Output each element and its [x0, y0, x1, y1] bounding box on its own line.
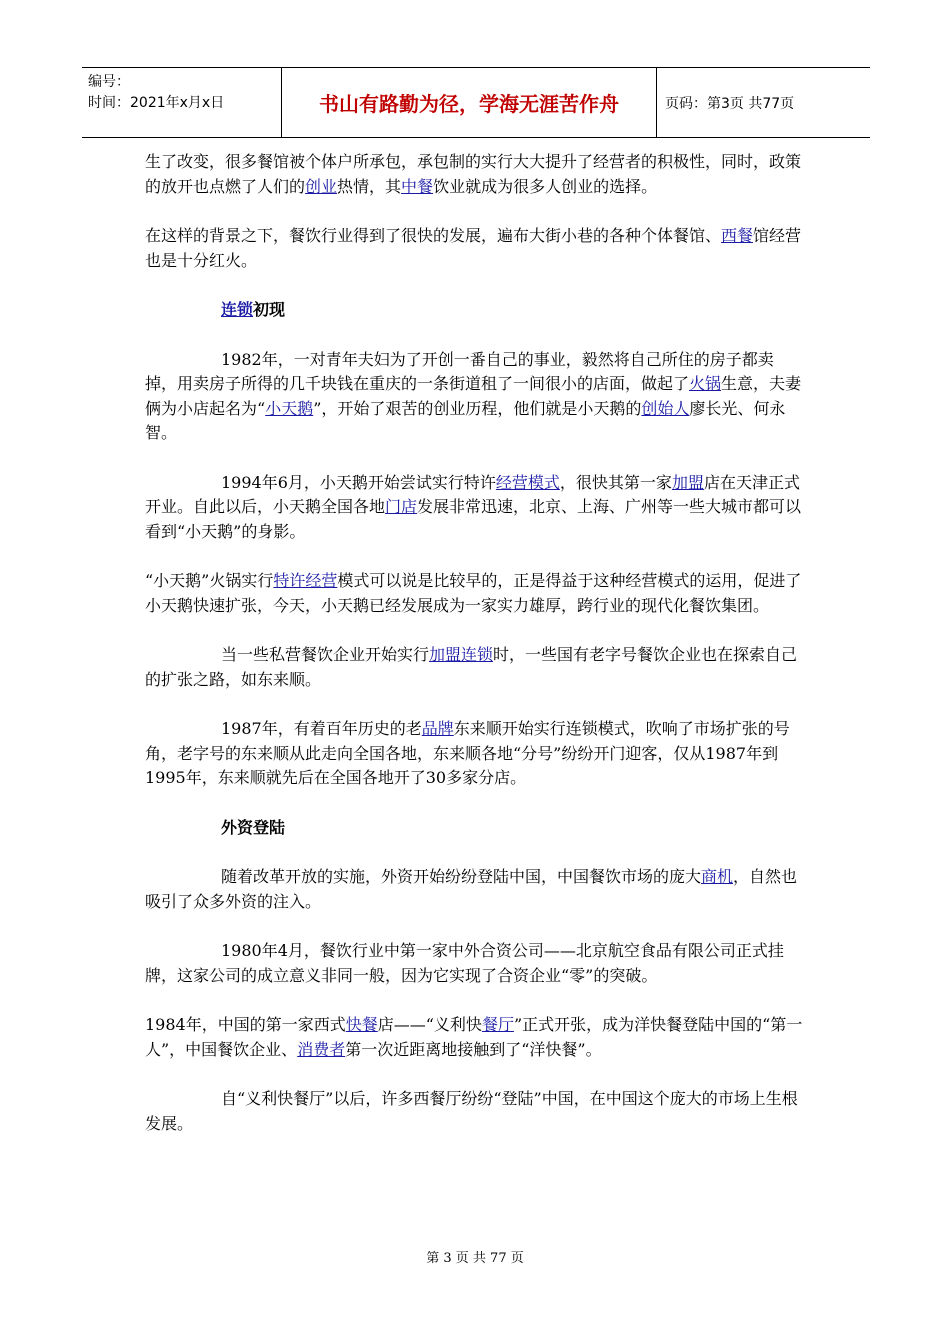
- text: 1982年，一对青年夫妇为了开创一番自己的事业，毅然将自己所住的房子都卖掉，用卖房子所得的几千块钱在重庆的一条街道租了一间很小的店面，做起了: [145, 349, 774, 393]
- text: 东来顺开始实行连锁模式，吹响了市场扩张的号角，老字号的东来顺从此走向全国各地，东来顺各地“分号”纷纷开门迎客，仅从1987年到1995年，东来顺就先后在全国各地开了30多家分店。: [145, 719, 790, 787]
- section-heading-foreign: 外资登陆: [221, 817, 286, 837]
- link-xican[interactable]: 西餐: [721, 226, 754, 245]
- paragraph-2: [145, 224, 805, 273]
- paragraph-11: 自“义利快餐厅”以后，许多西餐厅纷纷“登陆”中国，在中国这个庞大的市场上生根发展。: [145, 1089, 798, 1133]
- page-header: [82, 67, 870, 138]
- text: ”，开始了艰苦的创业历程，他们就是小天鹅的: [313, 398, 642, 418]
- header-page-info: 页码：第3页 共77页: [665, 95, 795, 112]
- link-kuaican[interactable]: 快餐: [345, 1015, 378, 1034]
- link-jiamengliansuo[interactable]: 加盟连锁: [429, 645, 494, 664]
- text: 当一些私营餐饮企业开始实行: [221, 645, 430, 664]
- text: 1994年6月，小天鹅开始尝试实行特许: [221, 472, 496, 492]
- link-jiameng[interactable]: 加盟: [671, 472, 704, 492]
- text: 第一次近距离地接触到了“洋快餐”。: [345, 1039, 602, 1059]
- link-zhongcan[interactable]: 中餐: [401, 176, 434, 196]
- link-chuangye[interactable]: 创业: [305, 176, 338, 196]
- text: 热情，其: [337, 176, 402, 196]
- document-body: [145, 150, 805, 1161]
- text: 1987年，有着百年历史的老: [221, 719, 422, 738]
- paragraph-10: [145, 1013, 805, 1062]
- paragraph-9: 1980年4月，餐饮行业中第一家中外合资公司——北京航空食品有限公司正式挂牌，这家公司的成立意义非同一般，因为它实现了合资企业“零”的突破。: [145, 941, 784, 985]
- text: 馆经营也是十分红火。: [145, 226, 802, 270]
- text: 时，一些国有老字号餐饮企业也在探索自己的扩张之路，如东来顺。: [145, 645, 798, 689]
- text: 初现: [253, 300, 286, 319]
- link-xiaotiane[interactable]: 小天鹅: [265, 398, 314, 418]
- link-liansuo[interactable]: 连锁: [221, 300, 254, 319]
- header-meta: [82, 68, 282, 137]
- section-heading-chain: [145, 298, 805, 323]
- text: ”正式开张，成为洋快餐登陆中国的“第一人”，中国餐饮企业、: [145, 1015, 803, 1059]
- date-label: 时间：2021年x月x日: [88, 95, 225, 111]
- text: “小天鹅”火锅实行: [145, 571, 274, 590]
- text: 生意，夫妻俩为小店起名为“: [145, 374, 802, 418]
- paragraph-5: [145, 569, 805, 618]
- paragraph-7: [145, 717, 805, 791]
- text: 模式可以说是比较早的，正是得益于这种经营模式的运用，促进了小天鹅快速扩张，今天，小天鹅已经发展成为一家实力雄厚，跨行业的现代化餐饮集团。: [145, 571, 802, 615]
- text: ，很快其第一家: [559, 472, 672, 492]
- link-pinpai[interactable]: 品牌: [421, 719, 454, 738]
- paragraph-6: [145, 643, 805, 692]
- text: 随着改革开放的实施，外资开始纷纷登陆中国，中国餐饮市场的庞大: [221, 867, 702, 886]
- link-xiaofeizhe[interactable]: 消费者: [297, 1039, 346, 1059]
- text: 1984年，中国的第一家西式: [145, 1015, 346, 1034]
- link-texujingying[interactable]: 特许经营: [273, 571, 338, 590]
- link-shangji[interactable]: 商机: [701, 867, 734, 886]
- text: 饮业就成为很多人创业的选择。: [433, 176, 658, 196]
- link-jingyingmoshi[interactable]: 经营模式: [495, 472, 560, 492]
- number-label: 编号：: [88, 74, 130, 90]
- text: ，自然也吸引了众多外资的注入。: [145, 867, 798, 911]
- paragraph-4: [145, 471, 805, 545]
- paragraph-8: [145, 865, 805, 914]
- header-motto: 书山有路勤为径，学海无涯苦作舟: [282, 68, 657, 137]
- text: 店在天津正式开业。自此以后，小天鹅全国各地: [145, 472, 800, 516]
- link-chuangshiren[interactable]: 创始人: [641, 398, 690, 418]
- link-huoguo[interactable]: 火锅: [689, 374, 722, 393]
- text: 廖长光、何永智。: [145, 398, 786, 442]
- paragraph-1: [145, 150, 805, 199]
- page-footer: 第 3 页 共 77 页: [426, 1251, 524, 1266]
- text: 发展非常迅速，北京、上海、广州等一些大城市都可以看到“小天鹅”的身影。: [145, 497, 802, 541]
- paragraph-3: [145, 348, 805, 446]
- link-mendian[interactable]: 门店: [385, 497, 418, 516]
- text: 在这样的背景之下，餐饮行业得到了很快的发展，遍布大街小巷的各种个体餐馆、: [145, 226, 722, 245]
- text: 生了改变，很多餐馆被个体户所承包，承包制的实行大大提升了经营者的积极性，同时，政策的放开也点燃了人们的: [145, 152, 802, 196]
- text: 店——“义利快: [377, 1015, 482, 1034]
- link-canting[interactable]: 餐厅: [481, 1015, 514, 1034]
